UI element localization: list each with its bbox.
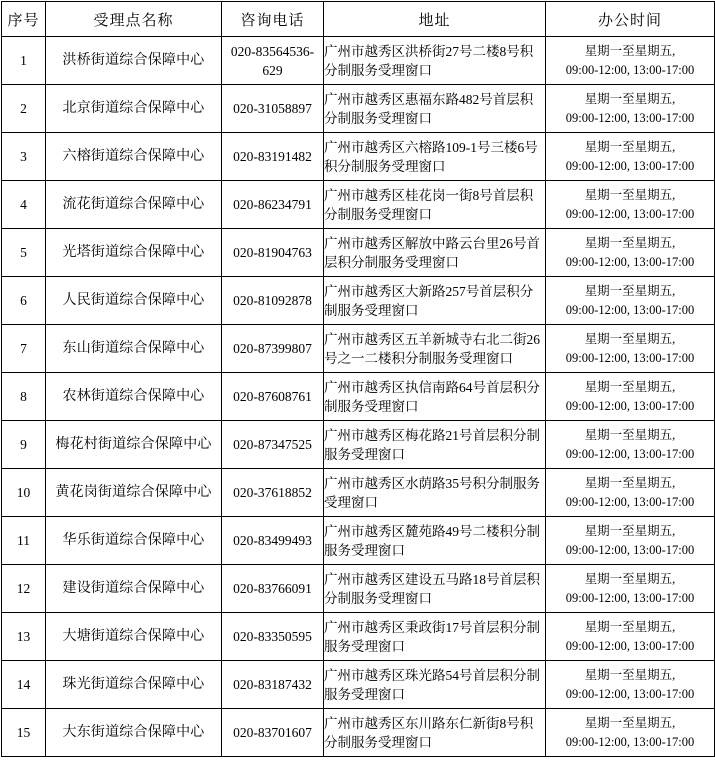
table-body: [2, 37, 715, 757]
office-hours-days: 星期一至星期五,: [584, 379, 676, 394]
cell-office-hours: [546, 133, 715, 181]
cell-name: 洪桥街道综合保障中心: [46, 37, 222, 85]
table-header-row: [2, 2, 715, 37]
cell-phone: 020-83191482: [222, 133, 324, 181]
cell-office-hours: [546, 613, 715, 661]
cell-no: 1: [2, 37, 46, 85]
cell-no: 6: [2, 277, 46, 325]
cell-phone: 020-37618852: [222, 469, 324, 517]
cell-phone: 020-81092878: [222, 277, 324, 325]
cell-address: 广州市越秀区六榕路109-1号三楼6号积分制服务受理窗口: [324, 133, 546, 181]
column-header-phone: 咨询电话: [222, 2, 324, 37]
cell-address: 广州市越秀区五羊新城寺右北二街26号之一二楼积分制服务受理窗口: [324, 325, 546, 373]
column-header-name: 受理点名称: [46, 2, 222, 37]
cell-phone: 020-83187432: [222, 661, 324, 709]
cell-phone: 020-86234791: [222, 181, 324, 229]
cell-no: 8: [2, 373, 46, 421]
cell-office-hours: [546, 469, 715, 517]
cell-name: 人民街道综合保障中心: [46, 277, 222, 325]
office-hours-days: 星期一至星期五,: [584, 43, 676, 58]
table-row: [2, 229, 715, 277]
cell-office-hours: [546, 229, 715, 277]
table-row: [2, 709, 715, 757]
cell-no: 5: [2, 229, 46, 277]
service-points-table: [1, 1, 715, 757]
office-hours-range: 09:00-12:00, 13:00-17:00: [565, 110, 695, 125]
cell-phone: 020-87608761: [222, 373, 324, 421]
cell-no: 13: [2, 613, 46, 661]
table-row: [2, 277, 715, 325]
cell-phone: 020-31058897: [222, 85, 324, 133]
column-header-address: 地址: [324, 2, 546, 37]
table-row: [2, 421, 715, 469]
cell-no: 12: [2, 565, 46, 613]
cell-no: 3: [2, 133, 46, 181]
cell-phone: 020-83350595: [222, 613, 324, 661]
table-row: [2, 133, 715, 181]
table-row: [2, 373, 715, 421]
cell-address: 广州市越秀区梅花路21号首层积分制服务受理窗口: [324, 421, 546, 469]
office-hours-range: 09:00-12:00, 13:00-17:00: [565, 62, 695, 77]
cell-name: 建设街道综合保障中心: [46, 565, 222, 613]
column-header-no: 序号: [2, 2, 46, 37]
office-hours-days: 星期一至星期五,: [584, 523, 676, 538]
cell-name: 珠光街道综合保障中心: [46, 661, 222, 709]
office-hours-range: 09:00-12:00, 13:00-17:00: [565, 638, 695, 653]
office-hours-range: 09:00-12:00, 13:00-17:00: [565, 350, 695, 365]
cell-office-hours: [546, 565, 715, 613]
cell-name: 六榕街道综合保障中心: [46, 133, 222, 181]
office-hours-days: 星期一至星期五,: [584, 715, 676, 730]
cell-no: 7: [2, 325, 46, 373]
office-hours-range: 09:00-12:00, 13:00-17:00: [565, 254, 695, 269]
document-page: [0, 1, 715, 770]
office-hours-days: 星期一至星期五,: [584, 91, 676, 106]
cell-no: 14: [2, 661, 46, 709]
cell-address: 广州市越秀区东川路东仁新街8号积分制服务受理窗口: [324, 709, 546, 757]
office-hours-range: 09:00-12:00, 13:00-17:00: [565, 446, 695, 461]
office-hours-range: 09:00-12:00, 13:00-17:00: [565, 734, 695, 749]
cell-name: 流花街道综合保障中心: [46, 181, 222, 229]
cell-name: 光塔街道综合保障中心: [46, 229, 222, 277]
cell-name: 华乐街道综合保障中心: [46, 517, 222, 565]
office-hours-days: 星期一至星期五,: [584, 235, 676, 250]
cell-office-hours: [546, 709, 715, 757]
cell-name: 梅花村街道综合保障中心: [46, 421, 222, 469]
cell-name: 东山街道综合保障中心: [46, 325, 222, 373]
office-hours-days: 星期一至星期五,: [584, 187, 676, 202]
cell-office-hours: [546, 325, 715, 373]
cell-phone: 020-83499493: [222, 517, 324, 565]
cell-phone: 020-81904763: [222, 229, 324, 277]
cell-address: 广州市越秀区建设五马路18号首层积分制服务受理窗口: [324, 565, 546, 613]
table-row: [2, 517, 715, 565]
cell-name: 大塘街道综合保障中心: [46, 613, 222, 661]
cell-office-hours: [546, 373, 715, 421]
cell-no: 15: [2, 709, 46, 757]
table-row: [2, 661, 715, 709]
cell-address: 广州市越秀区秉政街17号首层积分制服务受理窗口: [324, 613, 546, 661]
cell-phone: 020-83701607: [222, 709, 324, 757]
cell-no: 9: [2, 421, 46, 469]
table-row: [2, 325, 715, 373]
cell-name: 大东街道综合保障中心: [46, 709, 222, 757]
cell-address: 广州市越秀区麓苑路49号二楼积分制服务受理窗口: [324, 517, 546, 565]
cell-phone: 020-83564536-629: [222, 37, 324, 85]
cell-address: 广州市越秀区水荫路35号积分制服务受理窗口: [324, 469, 546, 517]
office-hours-range: 09:00-12:00, 13:00-17:00: [565, 398, 695, 413]
office-hours-range: 09:00-12:00, 13:00-17:00: [565, 206, 695, 221]
office-hours-range: 09:00-12:00, 13:00-17:00: [565, 542, 695, 557]
office-hours-range: 09:00-12:00, 13:00-17:00: [565, 158, 695, 173]
cell-no: 10: [2, 469, 46, 517]
cell-address: 广州市越秀区解放中路云台里26号首层积分制服务受理窗口: [324, 229, 546, 277]
table-row: [2, 469, 715, 517]
office-hours-days: 星期一至星期五,: [584, 571, 676, 586]
office-hours-range: 09:00-12:00, 13:00-17:00: [565, 302, 695, 317]
cell-office-hours: [546, 421, 715, 469]
office-hours-range: 09:00-12:00, 13:00-17:00: [565, 494, 695, 509]
cell-phone: 020-83766091: [222, 565, 324, 613]
cell-name: 北京街道综合保障中心: [46, 85, 222, 133]
column-header-office-hours: 办公时间: [546, 2, 715, 37]
cell-phone: 020-87347525: [222, 421, 324, 469]
cell-office-hours: [546, 37, 715, 85]
cell-name: 黄花岗街道综合保障中心: [46, 469, 222, 517]
office-hours-days: 星期一至星期五,: [584, 283, 676, 298]
cell-address: 广州市越秀区珠光路54号首层积分制服务受理窗口: [324, 661, 546, 709]
office-hours-days: 星期一至星期五,: [584, 139, 676, 154]
office-hours-days: 星期一至星期五,: [584, 619, 676, 634]
cell-office-hours: [546, 181, 715, 229]
table-row: [2, 613, 715, 661]
table-row: [2, 181, 715, 229]
cell-no: 2: [2, 85, 46, 133]
cell-address: 广州市越秀区洪桥街27号二楼8号积分制服务受理窗口: [324, 37, 546, 85]
cell-address: 广州市越秀区桂花岗一街8号首层积分制服务受理窗口: [324, 181, 546, 229]
office-hours-days: 星期一至星期五,: [584, 427, 676, 442]
cell-office-hours: [546, 517, 715, 565]
cell-phone: 020-87399807: [222, 325, 324, 373]
cell-office-hours: [546, 277, 715, 325]
cell-no: 11: [2, 517, 46, 565]
office-hours-range: 09:00-12:00, 13:00-17:00: [565, 590, 695, 605]
office-hours-days: 星期一至星期五,: [584, 475, 676, 490]
cell-office-hours: [546, 85, 715, 133]
cell-office-hours: [546, 661, 715, 709]
table-row: [2, 37, 715, 85]
cell-name: 农林街道综合保障中心: [46, 373, 222, 421]
cell-address: 广州市越秀区大新路257号首层积分制服务受理窗口: [324, 277, 546, 325]
cell-no: 4: [2, 181, 46, 229]
table-row: [2, 85, 715, 133]
table-row: [2, 565, 715, 613]
cell-address: 广州市越秀区执信南路64号首层积分制服务受理窗口: [324, 373, 546, 421]
office-hours-range: 09:00-12:00, 13:00-17:00: [565, 686, 695, 701]
cell-address: 广州市越秀区惠福东路482号首层积分制服务受理窗口: [324, 85, 546, 133]
office-hours-days: 星期一至星期五,: [584, 667, 676, 682]
table-header: [2, 2, 715, 37]
office-hours-days: 星期一至星期五,: [584, 331, 676, 346]
